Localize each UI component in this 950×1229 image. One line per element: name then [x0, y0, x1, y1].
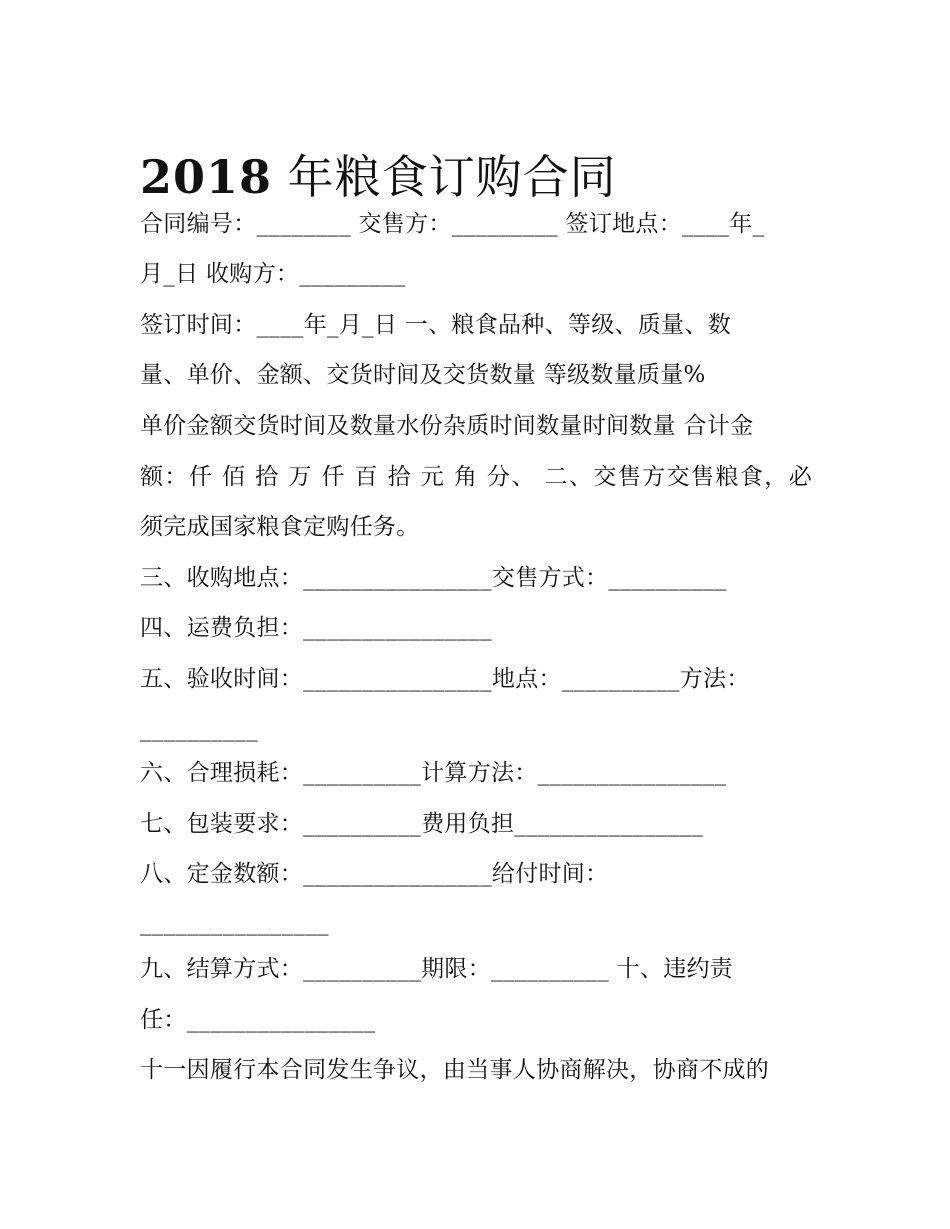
contract-line: 量、单价、金额、交货时间及交货数量 等级数量质量% [140, 362, 706, 388]
contract-line: 须完成国家粮食定购任务。 [140, 514, 420, 540]
contract-line: 合同编号：________ 交售方：_________ 签订地点：____年_ [140, 211, 765, 237]
page-title [140, 145, 617, 209]
contract-line: 六、合理损耗：__________计算方法：________________ [140, 760, 727, 786]
contract-line: __________ [140, 716, 258, 742]
contract-line: 十一因履行本合同发生争议，由当事人协商解决，协商不成的 [140, 1057, 770, 1083]
title-text: 年粮食订购合同 [272, 149, 617, 204]
contract-line: 单价金额交货时间及数量水份杂质时间数量时间数量 合计金 [140, 413, 754, 439]
contract-line: 五、验收时间：________________地点：__________方法： [140, 666, 750, 692]
contract-line: 三、收购地点：________________交售方式：__________ [140, 565, 727, 591]
contract-line: ________________ [140, 910, 329, 936]
contract-line: 九、结算方式：__________期限：__________ 十、违约责 [140, 956, 734, 982]
contract-line: 七、包装要求：__________费用负担________________ [140, 811, 704, 837]
contract-line: 任：________________ [140, 1007, 376, 1033]
title-year: 2018 [140, 149, 273, 204]
contract-line: 月_日 收购方：_________ [140, 261, 406, 287]
contract-line: 八、定金数额：________________给付时间： [140, 861, 609, 887]
contract-line: 四、运费负担：________________ [140, 615, 492, 641]
contract-line: 签订时间：____年_月_日 一、粮食品种、等级、质量、数 [140, 312, 732, 338]
contract-line: 额：仟 佰 拾 万 仟 百 拾 元 角 分、 二、交售方交售粮食，必 [140, 464, 812, 490]
